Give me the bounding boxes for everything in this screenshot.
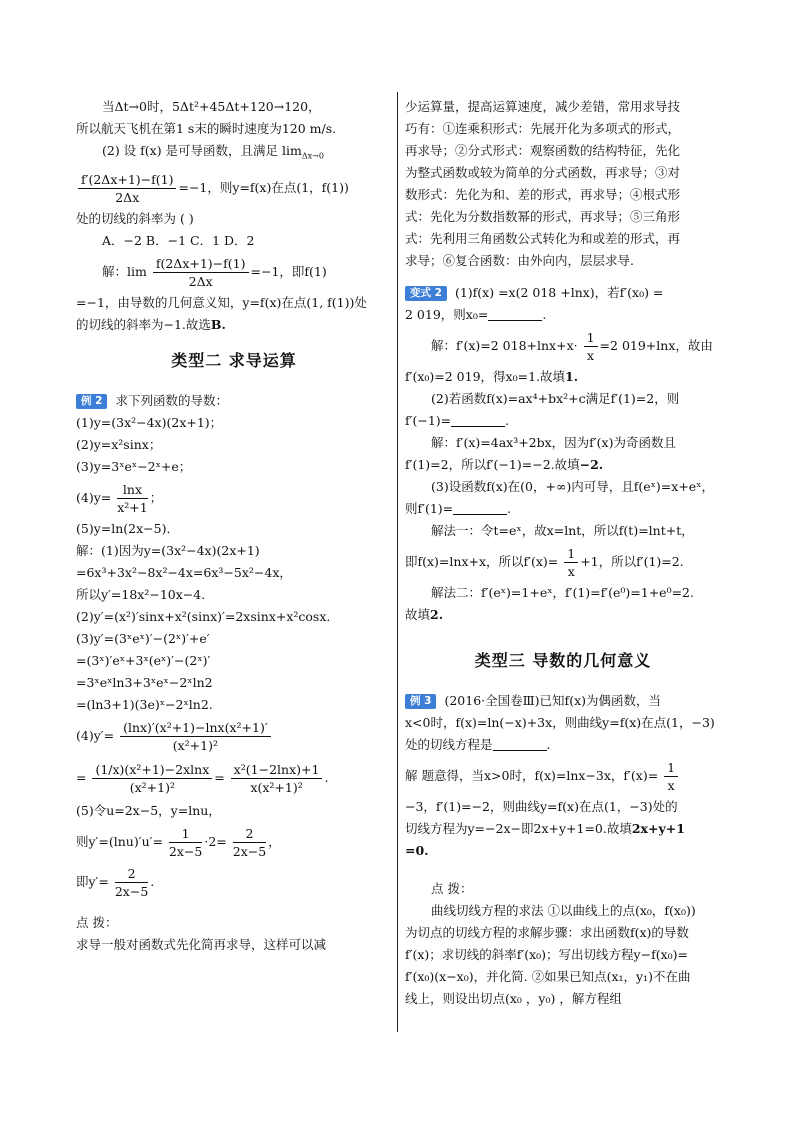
left-column (76, 96, 392, 956)
text-line: 解：f′(x)=4ax³+2bx，因为f′(x)为奇函数且 (431, 435, 676, 450)
solution-line: =3ˣeˣln3+3ˣeˣ−2ˣln2 (76, 674, 213, 690)
text-line: 再求导；②分式形式：观察函数的结构特征，先化 (405, 143, 681, 158)
variant-line: 变式 2 (1)f(x) =x(2 018 +lnx)，若f′(x₀) = (405, 282, 721, 304)
text-line: f′(1)=2，所以f′(−1)=−2.故填−2. (405, 457, 604, 472)
example-line: 例 3 (2016·全国卷Ⅲ)已知f(x)为偶函数，当 (405, 690, 721, 712)
text-line: (2) 设 f(x) 是可导函数，且满足 $\lim_{\Delta x\to 0}$ (102, 143, 324, 161)
solution-line: =(3ˣ)′eˣ+3ˣ(eˣ)′−(2ˣ)′ (76, 652, 211, 668)
example-tag: 例 3 (405, 694, 436, 709)
variant-tag: 变式 2 (405, 286, 447, 301)
fraction: $\frac{f'(2\Delta x+1)-f(1)}{2\Delta x}$ (78, 171, 176, 206)
text-line: f′(x₀)=2 019，得x₀=1.故填1. (405, 369, 579, 384)
formula-line: 解：lim $\frac{f(2\Delta x+1)-f(1)}{2\Delta x}$ =−1，即f(1) (102, 255, 327, 289)
choices-line: A．−2 B．−1 C．1 D．2 (102, 232, 255, 248)
text-line: 求导；⑥复合函数：由外向内，层层求导. (405, 253, 634, 268)
example-tag: 例 2 (76, 394, 107, 409)
answer-blank (488, 306, 542, 321)
formula-line: 解 题意得，当x>0时，f(x)=lnx−3x，f′(x)= $\frac{1}{x}$ (405, 756, 721, 796)
text-line: 少运算量，提高运算速度，减少差错，常用求导技 (405, 99, 681, 114)
text-line: 所以航天飞机在第1 s末的瞬时速度为120 m/s. (76, 121, 337, 136)
fraction: $\frac{1}{x}$ (584, 329, 598, 364)
problem-line: (4)y= $\frac{\ln x}{\text{x²+1}}$ ； (76, 481, 163, 515)
solution-line: =(ln3+1)(3e)ˣ−2ˣln2. (76, 696, 213, 712)
solution-line: (3)y′=(3ˣeˣ)′−(2ˣ)′+e′ (76, 630, 210, 646)
text-line: 为切点的切线方程的求解步骤：求出函数f(x)的导数 (405, 925, 689, 940)
fraction: $\frac{2}{2x-5}$ (232, 825, 267, 859)
text-line: f′(x₀)(x−x₀)，并化简. ②如果已知点(x₁，y₁)不在曲 (405, 969, 691, 984)
problem-line: (5)y=ln(2x−5)． (76, 520, 179, 536)
answer-blank (451, 412, 505, 427)
text-line: 处的切线的斜率为 ( ) (76, 210, 194, 226)
formula-line: 即y′= $\frac{2}{2x-5}$ . (76, 865, 155, 899)
tip-label: 点 拨： (76, 914, 118, 930)
fraction: $\frac{\text{(lnx)′(x²+1)−lnx(x²+1)′}}{\text{(x²+1)²}}$ (120, 719, 271, 754)
text-line: x<0时，f(x)=ln(−x)+3x，则曲线y=f(x)在点(1，−3) (405, 715, 715, 730)
formula-line: = $\frac{\text{(1/x)(x²+1)−2xlnx}}{\text{(x²+1)²}}$ = $\frac{\text{x²(1−2lnx)+1}}{\text{x(x²+1)²}}$ . (76, 761, 329, 795)
text-line: 数形式：先化为和、差的形式，再求导；④根式形 (405, 187, 681, 202)
text-line: 解法二：f′(eˣ)=1+eˣ，f′(1)=f′(e⁰)=1+e⁰=2. (431, 585, 694, 600)
section-heading-type3: 类型三 导数的几何意义 (474, 651, 652, 670)
text-line: 线上，则设出切点(x₀ ，y₀) ，解方程组 (405, 991, 622, 1006)
solution-line: (5)令u=2x−5，y=lnu， (76, 802, 221, 818)
fraction: $\frac{1}{x}$ (564, 545, 578, 580)
formula-line: 即f(x)=lnx+x，所以f′(x)= $\frac{1}{x}$ +1，所以f′(1)=2. (405, 546, 684, 579)
section-heading-type2: 类型二 求导运算 (171, 350, 297, 370)
text-line: f′(−1)= . (405, 413, 510, 428)
text-line: 的切线的斜率为−1.故选B. (76, 316, 226, 332)
formula-line: (4)y′= $\frac{\text{(lnx)′(x²+1)−lnx(x²+1)′}}{\text{(x²+1)²}}$ (76, 716, 392, 756)
text-line: 解法一：令t=eˣ，故x=lnt，所以f(t)=lnt+t， (431, 523, 694, 538)
solution-line: 所以y′=18x²−10x−4. (76, 586, 206, 602)
text-line: 式：先利用三角函数公式转化为和或差的形式，再 (405, 231, 681, 246)
solution-line: =6x³+3x²−8x²−4x=6x³−5x²−4x， (76, 564, 292, 580)
problem-line: (1)y=(3x²−4x)(2x+1)； (76, 414, 223, 430)
column-divider (397, 92, 398, 1032)
formula-line: $\frac{f'(2\Delta x+1)-f(1)}{2\Delta x}$ =−1，则y=f(x)在点(1，f(1)) (76, 168, 392, 208)
text-line: 故填2. (405, 607, 444, 622)
fraction: $\frac{\text{x²(1−2lnx)+1}}{\text{x(x²+1)²}}$ (231, 761, 323, 796)
example-line: 例 2 求下列函数的导数： (76, 390, 392, 412)
text-line: f′(x)；求切线的斜率f′(x₀)；写出切线方程y−f(x₀)= (405, 947, 688, 962)
text-line: 为整式函数或较为简单的分式函数，再求导；③对 (405, 165, 681, 180)
formula-line: 解：f′(x)=2 018+lnx+x· $\frac{1}{x}$ =2 019+lnx，故由 (431, 330, 713, 363)
problem-line: (3)y=3ˣeˣ−2ˣ+e； (76, 458, 192, 474)
text-line: =0. (405, 843, 429, 858)
problem-line: (2)y=x²sinx； (76, 436, 162, 452)
tip-label: 点 拨： (431, 881, 473, 896)
text-line: 求导一般对函数式先化简再求导，这样可以减 (76, 936, 327, 952)
fraction: $\frac{\ln x}{\text{x²+1}}$ (117, 481, 148, 515)
text-line: (3)设函数f(x)在(0，+∞)内可导，且f(eˣ)=x+eˣ， (431, 479, 714, 494)
formula-line: 则y′=(lnu)′u′= $\frac{1}{2x-5}$ ·2= $\frac{2}{2x-5}$ ， (76, 825, 281, 859)
fraction: $\frac{\text{(1/x)(x²+1)−2xlnx}}{\text{(x²+1)²}}$ (92, 761, 212, 796)
fraction: $\frac{f(2\Delta x+1)-f(1)}{2\Delta x}$ (153, 255, 249, 290)
fraction: $\frac{1}{x}$ (664, 759, 678, 794)
text-line: 2 019，则x₀= . (405, 307, 547, 322)
right-column (405, 96, 721, 1010)
text-line: 当Δt→0时，5Δt²+45Δt+120→120， (102, 99, 321, 114)
text-line: =−1，由导数的几何意义知，y=f(x)在点(1, f(1))处 (76, 294, 367, 310)
text-line: 曲线切线方程的求法 ①以曲线上的点(x₀，f(x₀)) (431, 903, 696, 918)
fraction: $\frac{2}{2x-5}$ (114, 865, 149, 899)
text-line: 切线方程为y=−2x−即2x+y+1=0.故填2x+y+1 (405, 821, 685, 836)
text-line: 式：先化为分数指数幂的形式，再求导；⑤三角形 (405, 209, 681, 224)
text-line: 巧有：①连乘积形式：先展开化为多项式的形式， (405, 121, 681, 136)
text-line: 则f′(1)= . (405, 501, 512, 516)
text-line: (2)若函数f(x)=ax⁴+bx²+c满足f′(1)=2，则 (431, 391, 680, 406)
answer-blank (493, 736, 547, 751)
text-line: −3，f′(1)=−2，则曲线y=f(x)在点(1，−3)处的 (405, 799, 678, 814)
solution-line: (2)y′=(x²)′sinx+x²(sinx)′=2xsinx+x²cosx. (76, 608, 331, 624)
solution-line: 解：(1)因为y=(3x²−4x)(2x+1) (76, 542, 260, 558)
answer-blank (453, 500, 507, 515)
fraction: $\frac{1}{2x-5}$ (168, 825, 203, 859)
text-line: 处的切线方程是 . (405, 737, 551, 752)
